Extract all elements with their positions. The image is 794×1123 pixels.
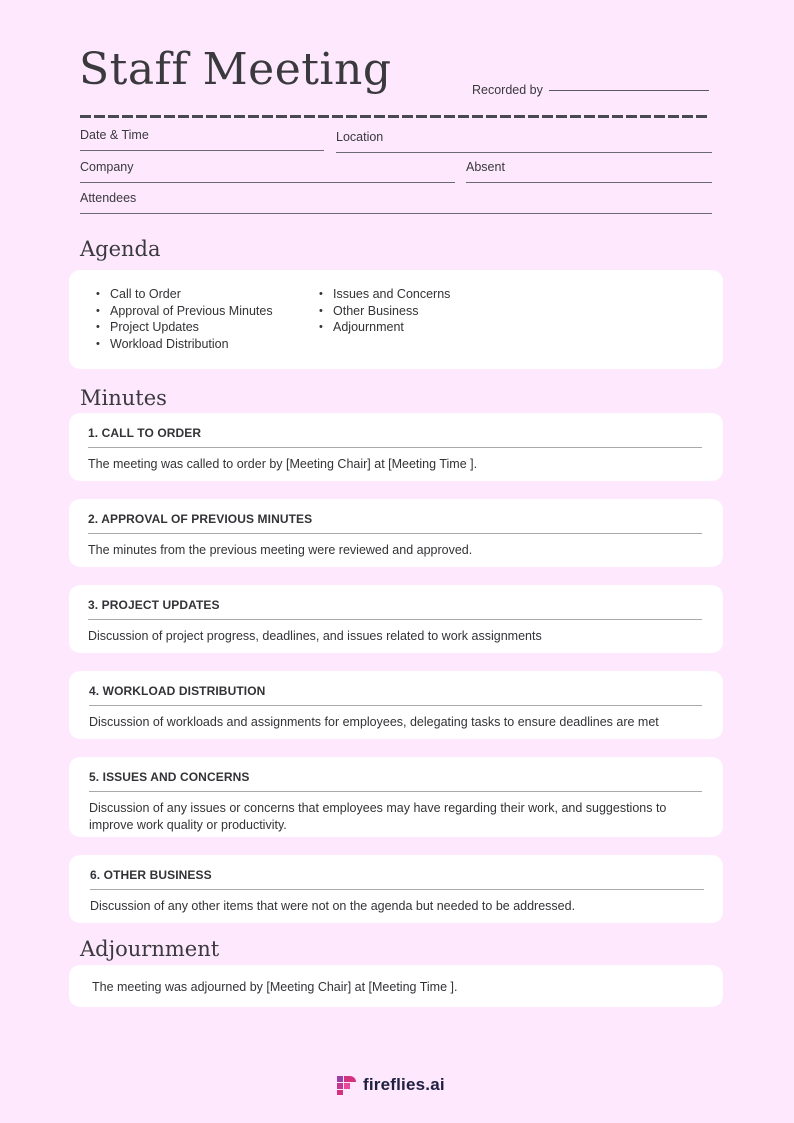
minute-heading: 6. OTHER BUSINESS: [90, 868, 212, 882]
attendees-field[interactable]: [80, 191, 712, 214]
adjournment-title: Adjournment: [80, 937, 220, 961]
page-title: Staff Meeting: [79, 44, 392, 95]
agenda-item: • Other Business: [319, 303, 450, 320]
minute-body: The minutes from the previous meeting were reviewed and approved.: [88, 543, 473, 557]
minute-divider: [89, 705, 702, 706]
minute-card-project-updates: [69, 585, 723, 653]
agenda-item: • Issues and Concerns: [319, 286, 450, 303]
title-dashed-divider: [80, 115, 708, 118]
agenda-item: • Approval of Previous Minutes: [96, 303, 273, 320]
agenda-item: • Workload Distribution: [96, 336, 273, 353]
minute-divider: [88, 619, 702, 620]
minute-divider: [88, 533, 702, 534]
minute-body: The meeting was called to order by [Meeting Chair] at [Meeting Time ].: [88, 457, 478, 471]
minute-card-issues: [69, 757, 723, 837]
minute-card-approval: [69, 499, 723, 567]
minute-body: Discussion of any other items that were not on the agenda but needed to be addressed.: [90, 899, 576, 913]
fireflies-logo: [337, 1075, 445, 1095]
agenda-card: [69, 270, 723, 369]
minute-heading: 5. ISSUES AND CONCERNS: [89, 770, 250, 784]
recorded-by-field[interactable]: [472, 83, 709, 97]
date-time-field[interactable]: [80, 128, 324, 151]
agenda-item: • Project Updates: [96, 319, 273, 336]
agenda-list-column-1: [96, 286, 273, 353]
adjournment-body: The meeting was adjourned by [Meeting Chair] at [Meeting Time ].: [92, 980, 458, 994]
location-field[interactable]: [336, 130, 712, 153]
fireflies-logo-icon: [337, 1076, 356, 1095]
minute-divider: [89, 791, 702, 792]
adjournment-card: [69, 965, 723, 1007]
minute-heading: 3. PROJECT UPDATES: [88, 598, 220, 612]
minute-heading: 4. WORKLOAD DISTRIBUTION: [89, 684, 266, 698]
minute-divider: [88, 447, 702, 448]
minute-body: Discussion of any issues or concerns that employees may have regarding their work, and suggestions to improve work quality or productivity.: [89, 801, 667, 832]
agenda-item: • Call to Order: [96, 286, 273, 303]
minute-body: Discussion of project progress, deadlines, and issues related to work assignments: [88, 629, 542, 643]
attendees-label: Attendees: [80, 191, 137, 205]
agenda-item: • Adjournment: [319, 319, 450, 336]
date-time-label: Date & Time: [80, 128, 149, 142]
minute-card-workload: [69, 671, 723, 739]
minutes-title: Minutes: [80, 386, 167, 410]
minute-card-call-to-order: [69, 413, 723, 481]
location-label: Location: [336, 130, 384, 144]
minute-divider: [90, 889, 704, 890]
company-field[interactable]: [80, 160, 455, 183]
recorded-by-label: Recorded by: [472, 83, 543, 97]
minute-card-other-business: [69, 855, 723, 923]
absent-label: Absent: [466, 160, 505, 174]
agenda-title: Agenda: [80, 237, 161, 261]
fireflies-brand-text: fireflies.ai: [363, 1075, 445, 1094]
recorded-by-line: [549, 90, 709, 91]
minute-body: Discussion of workloads and assignments for employees, delegating tasks to ensure deadlines are met: [89, 715, 659, 729]
agenda-list-column-2: [319, 286, 450, 336]
minute-heading: 1. CALL TO ORDER: [88, 426, 202, 440]
company-label: Company: [80, 160, 134, 174]
absent-field[interactable]: [466, 160, 712, 183]
minute-heading: 2. APPROVAL OF PREVIOUS MINUTES: [88, 512, 313, 526]
